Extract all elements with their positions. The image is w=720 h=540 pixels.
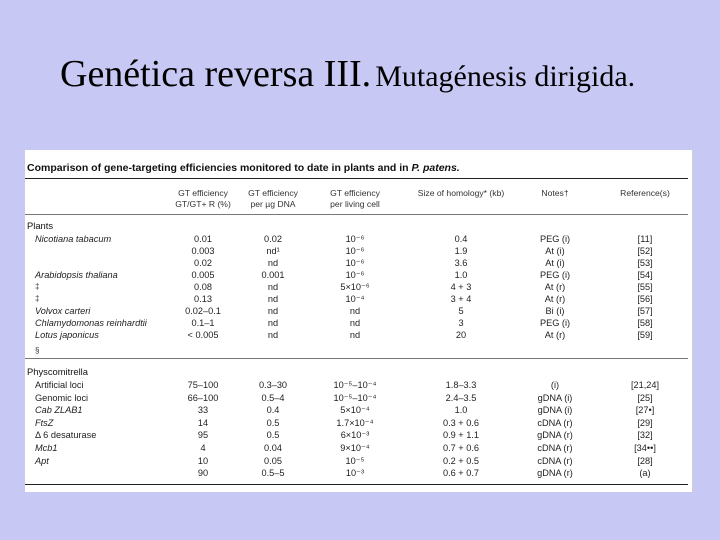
cell-gt-per-dna: 0.3–30 xyxy=(258,380,288,390)
header-references: Reference(s) xyxy=(620,188,670,198)
cell-organism-name: Nicotiana tabacum xyxy=(35,234,112,244)
header-gt-per-cell-line1: GT efficiency xyxy=(330,188,380,198)
row-footnote-symbol: ‡ xyxy=(35,282,40,291)
cell-gt-per-cell: 10⁻³ xyxy=(345,468,365,479)
cell-homology: 0.7 + 0.6 xyxy=(442,443,479,453)
cell-gt-per-cell: 10⁻⁶ xyxy=(345,246,365,256)
cell-gt-per-dna: 0.5–5 xyxy=(261,468,285,479)
cell-reference: [11] xyxy=(637,234,653,244)
cell-homology: 1.0 xyxy=(454,270,468,280)
cell-notes: gDNA (r) xyxy=(537,430,573,441)
cell-organism-name: Chlamydomonas reinhardtii xyxy=(35,318,147,328)
cell-gt-per-dna: 0.02 xyxy=(264,234,282,244)
header-gt-per-dna-line1: GT efficiency xyxy=(248,188,298,198)
cell-reference: [25] xyxy=(637,392,653,403)
cell-homology: 0.4 xyxy=(454,234,468,244)
cell-gt-efficiency: < 0.005 xyxy=(187,330,219,340)
cell-gt-per-dna: nd xyxy=(267,306,279,316)
cell-gt-per-cell: 10⁻⁶ xyxy=(345,270,365,280)
cell-notes: gDNA (r) xyxy=(537,468,573,479)
cell-gt-per-cell: 10⁻⁵–10⁻⁴ xyxy=(333,392,377,403)
cell-notes: PEG (i) xyxy=(539,270,571,280)
cell-gt-per-dna: 0.5 xyxy=(266,430,280,441)
cell-reference: [55] xyxy=(637,282,653,292)
cell-reference: [34••] xyxy=(634,443,656,453)
cell-gt-per-cell: 6×10⁻³ xyxy=(340,430,370,441)
cell-gt-per-dna: nd¹ xyxy=(266,246,280,256)
cell-homology: 0.3 + 0.6 xyxy=(442,417,479,428)
cell-notes: At (i) xyxy=(545,258,565,268)
cell-gt-per-dna: nd xyxy=(267,330,279,340)
cell-homology: 3 + 4 xyxy=(450,294,472,304)
cell-gt-per-cell: 10⁻⁵ xyxy=(345,455,365,466)
cell-organism-name: Volvox carteri xyxy=(35,306,91,316)
cell-organism-name: Genomic loci xyxy=(35,392,89,403)
cell-reference: [52] xyxy=(637,246,653,256)
cell-gt-per-cell: 1.7×10⁻⁴ xyxy=(336,417,374,428)
slide-title xyxy=(60,52,635,96)
cell-gt-per-cell: 10⁻⁶ xyxy=(345,258,365,268)
cell-gt-efficiency: 0.1–1 xyxy=(191,318,215,328)
cell-organism-name: Cab ZLAB1 xyxy=(35,405,83,416)
cell-notes: (i) xyxy=(550,380,560,390)
cell-gt-per-dna: nd xyxy=(267,294,279,304)
cell-reference: [57] xyxy=(637,306,653,316)
cell-gt-per-cell: nd xyxy=(349,330,361,340)
cell-homology: 3.6 xyxy=(454,258,468,268)
cell-reference: [21,24] xyxy=(630,380,660,390)
cell-homology: 3 xyxy=(458,318,464,328)
header-gt-per-cell-line2: per living cell xyxy=(330,199,380,209)
cell-organism-name: FtsZ xyxy=(35,417,54,428)
header-homology: Size of homology* (kb) xyxy=(417,188,505,198)
cell-gt-efficiency: 95 xyxy=(197,430,209,441)
cell-reference: (a) xyxy=(639,468,651,479)
cell-organism-name: Lotus japonicus xyxy=(35,330,99,340)
cell-notes: gDNA (i) xyxy=(537,405,573,416)
cell-gt-efficiency: 0.08 xyxy=(194,282,212,292)
table-caption xyxy=(27,162,460,174)
cell-gt-per-cell: 10⁻⁴ xyxy=(345,294,365,304)
cell-notes: Bi (i) xyxy=(545,306,565,316)
cell-gt-efficiency: 0.02–0.1 xyxy=(185,306,221,316)
header-gt-efficiency-line2: GT/GT+ R (%) xyxy=(175,199,231,209)
header-gt-per-dna-line2: per µg DNA xyxy=(250,199,296,209)
cell-gt-per-dna: nd xyxy=(267,282,279,292)
section-plants: Plants xyxy=(27,220,54,231)
cell-homology: 5 xyxy=(458,306,464,316)
cell-gt-efficiency: 0.003 xyxy=(191,246,215,256)
cell-gt-per-dna: 0.001 xyxy=(261,270,285,280)
cell-gt-efficiency: 14 xyxy=(197,417,209,428)
table-caption-text: Comparison of gene-targeting efficiencies monitored to date in plants and in xyxy=(27,162,409,174)
cell-homology: 4 + 3 xyxy=(450,282,472,292)
row-footnote-symbol: ‡ xyxy=(35,294,40,303)
header-gt-efficiency-line1: GT efficiency xyxy=(178,188,228,198)
gene-targeting-table xyxy=(25,150,693,492)
cell-homology: 1.0 xyxy=(454,405,468,416)
cell-gt-efficiency: 90 xyxy=(197,468,209,479)
cell-organism-name: Arabidopsis thaliana xyxy=(35,270,118,280)
cell-homology: 1.8–3.3 xyxy=(445,380,477,390)
cell-gt-per-dna: nd xyxy=(267,318,279,328)
header-gt-per-cell xyxy=(315,188,395,210)
cell-gt-per-cell: 10⁻⁵–10⁻⁴ xyxy=(333,380,377,390)
cell-reference: [56] xyxy=(637,294,653,304)
cell-homology: 2.4–3.5 xyxy=(445,392,477,403)
cell-gt-efficiency: 4 xyxy=(200,443,206,453)
header-bottom-rule xyxy=(25,214,688,215)
table-caption-species: P. patens. xyxy=(411,162,460,174)
cell-notes: cDNA (r) xyxy=(537,443,573,453)
cell-gt-efficiency: 0.01 xyxy=(194,234,212,244)
cell-reference: [53] xyxy=(637,258,653,268)
header-gt-per-dna xyxy=(233,188,313,210)
cell-gt-per-dna: 0.5 xyxy=(266,417,280,428)
cell-homology: 0.2 + 0.5 xyxy=(442,455,479,466)
cell-reference: [58] xyxy=(637,318,653,328)
cell-gt-per-cell: nd xyxy=(349,306,361,316)
section-physcomitrella: Physcomitrella xyxy=(27,366,88,377)
cell-gt-efficiency: 0.02 xyxy=(194,258,212,268)
cell-organism-name: Artificial loci xyxy=(35,380,84,390)
slide-title-sub: Mutagénesis dirigida. xyxy=(375,60,636,93)
cell-gt-per-cell: 10⁻⁶ xyxy=(345,234,365,244)
cell-gt-per-cell: 9×10⁻⁴ xyxy=(340,443,370,453)
plants-footnote-symbol: § xyxy=(35,346,40,355)
table-top-rule xyxy=(25,178,688,179)
cell-notes: At (r) xyxy=(544,330,566,340)
cell-gt-per-dna: nd xyxy=(267,258,279,268)
cell-gt-efficiency: 0.13 xyxy=(194,294,212,304)
cell-homology: 0.6 + 0.7 xyxy=(442,468,479,479)
cell-reference: [29] xyxy=(637,417,653,428)
cell-reference: [54] xyxy=(637,270,653,280)
section-divider-rule xyxy=(25,358,688,359)
cell-reference: [59] xyxy=(637,330,653,340)
cell-gt-per-dna: 0.04 xyxy=(264,443,282,453)
cell-homology: 0.9 + 1.1 xyxy=(442,430,479,441)
cell-organism-name: Apt xyxy=(35,455,49,466)
cell-notes: cDNA (r) xyxy=(537,455,573,466)
cell-gt-per-cell: nd xyxy=(349,318,361,328)
header-notes: Notes† xyxy=(541,188,569,198)
cell-gt-efficiency: 0.005 xyxy=(191,270,215,280)
cell-reference: [28] xyxy=(637,455,653,466)
cell-homology: 20 xyxy=(455,330,467,340)
cell-gt-per-dna: 0.05 xyxy=(264,455,282,466)
cell-notes: cDNA (r) xyxy=(537,417,573,428)
table-bottom-rule xyxy=(25,484,688,485)
cell-organism-name: Δ 6 desaturase xyxy=(35,430,97,441)
cell-reference: [27•] xyxy=(635,405,655,416)
cell-gt-efficiency: 10 xyxy=(197,455,209,466)
cell-reference: [32] xyxy=(637,430,653,441)
cell-notes: PEG (i) xyxy=(539,318,571,328)
cell-gt-per-dna: 0.4 xyxy=(266,405,280,416)
cell-notes: At (r) xyxy=(544,282,566,292)
cell-gt-per-cell: 5×10⁻⁴ xyxy=(340,405,370,416)
cell-organism-name: Mcb1 xyxy=(35,443,58,453)
cell-notes: At (i) xyxy=(545,246,565,256)
slide-title-main: Genética reversa III. xyxy=(60,53,372,95)
cell-gt-efficiency: 33 xyxy=(197,405,209,416)
cell-gt-efficiency: 66–100 xyxy=(187,392,219,403)
cell-notes: At (r) xyxy=(544,294,566,304)
cell-gt-efficiency: 75–100 xyxy=(187,380,219,390)
cell-gt-per-dna: 0.5–4 xyxy=(261,392,285,403)
cell-gt-per-cell: 5×10⁻⁶ xyxy=(340,282,370,292)
cell-notes: gDNA (i) xyxy=(537,392,573,403)
cell-homology: 1.9 xyxy=(454,246,468,256)
cell-notes: PEG (i) xyxy=(539,234,571,244)
